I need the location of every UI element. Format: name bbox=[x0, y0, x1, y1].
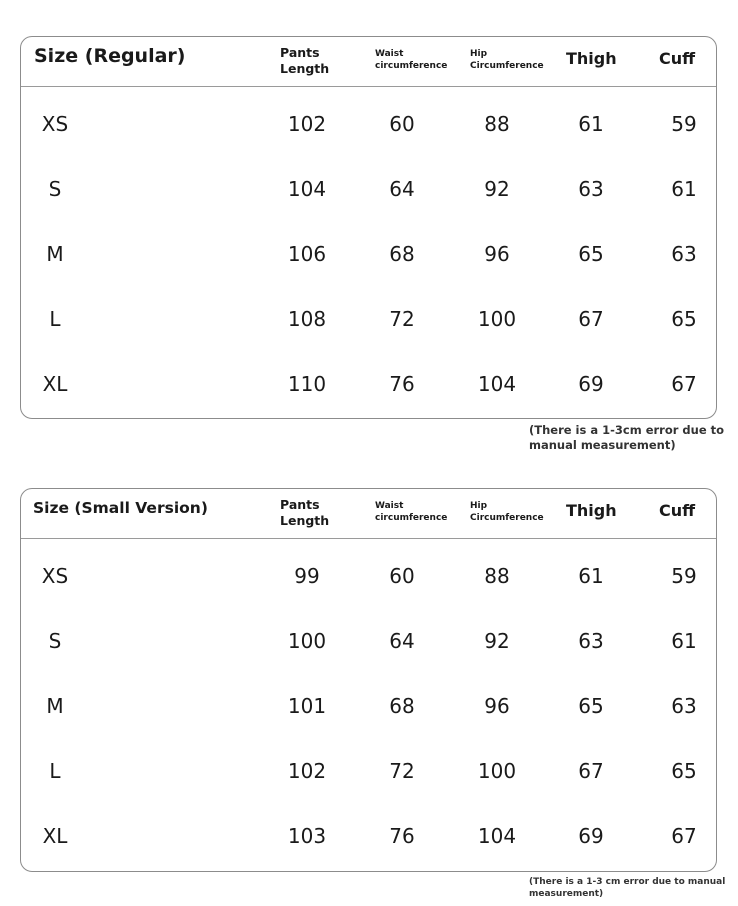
header-waist-line-2: circumference bbox=[375, 61, 448, 71]
header-waist-line-1: Waist bbox=[375, 501, 404, 511]
cell-size: XL bbox=[42, 372, 68, 396]
cell-cuff: 61 bbox=[671, 629, 697, 653]
header-waist-line-2: circumference bbox=[375, 513, 448, 523]
cell-thigh: 61 bbox=[578, 112, 604, 136]
cell-waist: 68 bbox=[389, 242, 415, 266]
header-thigh: Thigh bbox=[566, 49, 617, 68]
cell-waist: 60 bbox=[389, 564, 415, 588]
cell-pants-length: 100 bbox=[287, 629, 327, 653]
cell-pants-length: 108 bbox=[287, 307, 327, 331]
note-line-1: (There is a 1-3cm error due to bbox=[529, 423, 725, 437]
cell-waist: 72 bbox=[389, 307, 415, 331]
cell-size: L bbox=[49, 759, 61, 783]
cell-pants-length: 106 bbox=[287, 242, 327, 266]
cell-size: XS bbox=[41, 564, 69, 588]
table-header bbox=[21, 37, 716, 87]
size-table-regular bbox=[20, 36, 717, 419]
note-line-1: (There is a 1-3 cm error due to manual bbox=[529, 877, 726, 887]
cell-thigh: 61 bbox=[578, 564, 604, 588]
header-hip bbox=[470, 500, 560, 524]
header-cuff: Cuff bbox=[659, 501, 696, 520]
cell-pants-length: 102 bbox=[287, 112, 327, 136]
cell-hip: 100 bbox=[477, 759, 517, 783]
table-row bbox=[21, 561, 716, 591]
cell-hip: 92 bbox=[484, 629, 510, 653]
cell-pants-length: 104 bbox=[287, 177, 327, 201]
cell-thigh: 69 bbox=[578, 824, 604, 848]
cell-cuff: 61 bbox=[671, 177, 697, 201]
cell-cuff: 63 bbox=[671, 694, 697, 718]
header-pants-line-1: Pants bbox=[280, 497, 320, 512]
cell-size: XS bbox=[41, 112, 69, 136]
table-row bbox=[21, 109, 716, 139]
cell-thigh: 65 bbox=[578, 694, 604, 718]
cell-hip: 96 bbox=[484, 242, 510, 266]
header-hip bbox=[470, 48, 560, 72]
header-pants-length bbox=[280, 497, 350, 529]
table-title: Size (Regular) bbox=[34, 45, 186, 67]
cell-hip: 88 bbox=[484, 112, 510, 136]
cell-hip: 88 bbox=[484, 564, 510, 588]
cell-waist: 72 bbox=[389, 759, 415, 783]
cell-size: M bbox=[46, 694, 64, 718]
cell-pants-length: 101 bbox=[287, 694, 327, 718]
header-waist bbox=[375, 48, 465, 72]
measurement-note bbox=[529, 876, 729, 900]
cell-hip: 96 bbox=[484, 694, 510, 718]
table-row bbox=[21, 304, 716, 334]
table-row bbox=[21, 756, 716, 786]
header-pants-line-2: Length bbox=[280, 513, 330, 528]
cell-thigh: 69 bbox=[578, 372, 604, 396]
cell-hip: 104 bbox=[477, 372, 517, 396]
table-row bbox=[21, 239, 716, 269]
cell-hip: 92 bbox=[484, 177, 510, 201]
header-hip-line-1: Hip bbox=[470, 501, 488, 511]
header-thigh: Thigh bbox=[566, 501, 617, 520]
cell-size: S bbox=[48, 177, 62, 201]
cell-cuff: 67 bbox=[671, 824, 697, 848]
header-hip-line-1: Hip bbox=[470, 49, 488, 59]
cell-waist: 64 bbox=[389, 629, 415, 653]
cell-pants-length: 103 bbox=[287, 824, 327, 848]
table-row bbox=[21, 821, 716, 851]
cell-hip: 104 bbox=[477, 824, 517, 848]
cell-pants-length: 110 bbox=[287, 372, 327, 396]
header-hip-line-2: Circumference bbox=[470, 61, 544, 71]
cell-waist: 76 bbox=[389, 824, 415, 848]
cell-thigh: 67 bbox=[578, 759, 604, 783]
cell-pants-length: 102 bbox=[287, 759, 327, 783]
table-row bbox=[21, 369, 716, 399]
header-cuff: Cuff bbox=[659, 49, 696, 68]
header-waist-line-1: Waist bbox=[375, 49, 404, 59]
cell-waist: 64 bbox=[389, 177, 415, 201]
size-table-small-version bbox=[20, 488, 717, 872]
cell-size: S bbox=[48, 629, 62, 653]
table-row bbox=[21, 174, 716, 204]
cell-cuff: 65 bbox=[671, 759, 697, 783]
cell-size: L bbox=[49, 307, 61, 331]
cell-thigh: 63 bbox=[578, 177, 604, 201]
cell-waist: 60 bbox=[389, 112, 415, 136]
cell-hip: 100 bbox=[477, 307, 517, 331]
cell-thigh: 63 bbox=[578, 629, 604, 653]
cell-thigh: 65 bbox=[578, 242, 604, 266]
cell-waist: 68 bbox=[389, 694, 415, 718]
table-title: Size (Small Version) bbox=[33, 499, 208, 517]
header-pants-length bbox=[280, 45, 350, 77]
header-waist bbox=[375, 500, 465, 524]
cell-size: M bbox=[46, 242, 64, 266]
header-pants-line-2: Length bbox=[280, 61, 330, 76]
cell-cuff: 59 bbox=[671, 564, 697, 588]
header-hip-line-2: Circumference bbox=[470, 513, 544, 523]
cell-size: XL bbox=[42, 824, 68, 848]
cell-pants-length: 99 bbox=[294, 564, 320, 588]
cell-waist: 76 bbox=[389, 372, 415, 396]
table-header bbox=[21, 489, 716, 539]
header-pants-line-1: Pants bbox=[280, 45, 320, 60]
cell-cuff: 65 bbox=[671, 307, 697, 331]
cell-cuff: 67 bbox=[671, 372, 697, 396]
note-line-2: manual measurement) bbox=[529, 438, 676, 452]
cell-cuff: 59 bbox=[671, 112, 697, 136]
cell-cuff: 63 bbox=[671, 242, 697, 266]
measurement-note bbox=[529, 423, 729, 453]
table-row bbox=[21, 691, 716, 721]
cell-thigh: 67 bbox=[578, 307, 604, 331]
table-row bbox=[21, 626, 716, 656]
note-line-2: measurement) bbox=[529, 889, 604, 899]
